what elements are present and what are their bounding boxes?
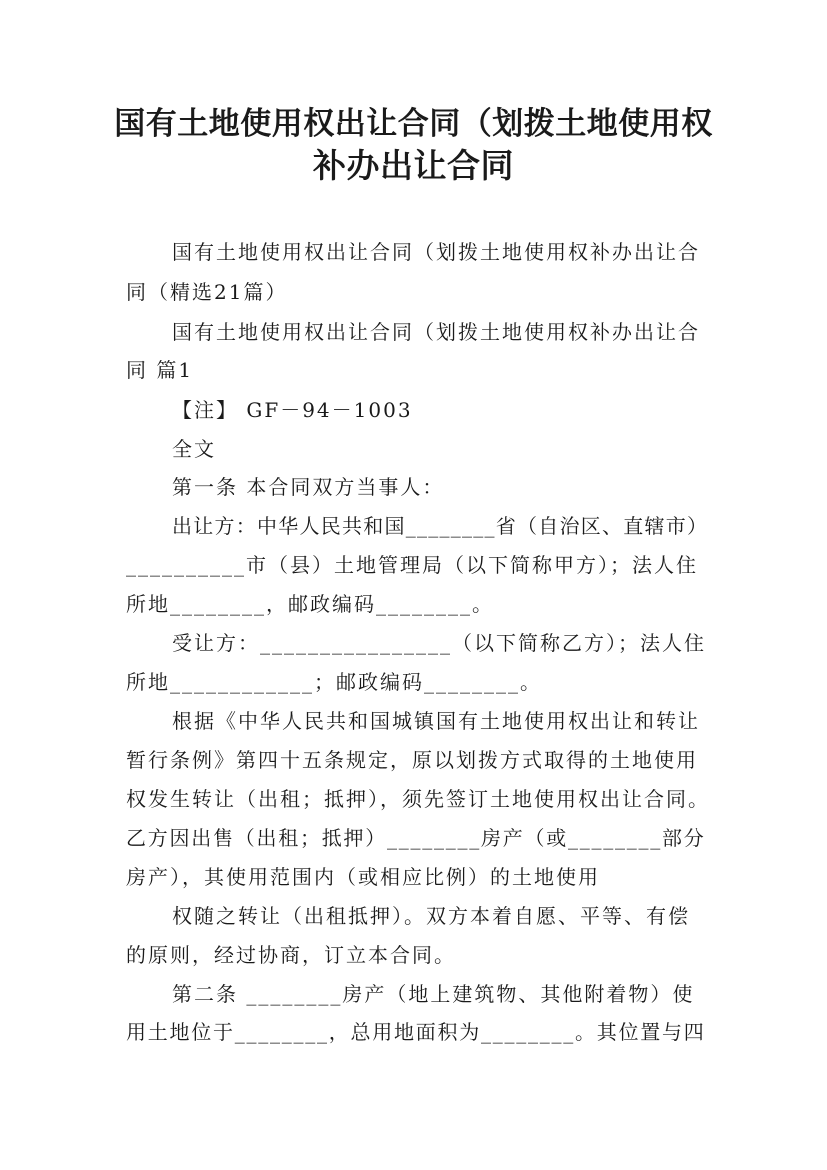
document-title-line-1: 国有土地使用权出让合同（划拨土地使用权 xyxy=(114,106,713,142)
document-title-line-2: 补办出让合同 xyxy=(313,146,514,185)
paragraph-line: 国有土地使用权出让合同（划拨土地使用权补办出让合 xyxy=(172,240,700,264)
paragraph-line: 所地____________；邮政编码________。 xyxy=(126,670,542,694)
paragraph-line: 国有土地使用权出让合同（划拨土地使用权补办出让合 xyxy=(172,320,700,344)
paragraph-line: 同（精选21篇） xyxy=(126,280,288,304)
paragraph-line: 同 篇1 xyxy=(126,358,194,382)
paragraph-line: 权发生转让（出租；抵押），须先签订土地使用权出让合同。 xyxy=(126,787,710,811)
paragraph-line: 根据《中华人民共和国城镇国有土地使用权出让和转让 xyxy=(172,709,700,733)
paragraph-line: 暂行条例》第四十五条规定，原以划拨方式取得的土地使用 xyxy=(126,748,698,772)
paragraph-line: 第一条 本合同双方当事人： xyxy=(172,475,445,499)
paragraph-line: 房产），其使用范围内（或相应比例）的土地使用 xyxy=(126,865,600,889)
paragraph-line: 权随之转让（出租抵押）。双方本着自愿、平等、有偿 xyxy=(172,904,690,928)
paragraph-line: 用土地位于________，总用地面积为________。其位置与四 xyxy=(126,1020,706,1044)
paragraph-line: 受让方：________________（以下简称乙方）；法人住 xyxy=(172,631,706,655)
paragraph-line: 全文 xyxy=(172,437,216,461)
paragraph-line: 所地________，邮政编码________。 xyxy=(126,592,494,616)
paragraph-line: __________市（县）土地管理局（以下简称甲方）；法人住 xyxy=(126,553,698,577)
paragraph-line: 的原则，经过协商，订立本合同。 xyxy=(126,943,456,967)
paragraph-line: 第二条 ________房产（地上建筑物、其他附着物）使 xyxy=(172,982,695,1006)
paragraph-line: 乙方因出售（出租；抵押）________房产（或________部分 xyxy=(126,826,706,850)
paragraph-line: 出让方：中华人民共和国________省（自治区、直辖市） xyxy=(172,514,709,538)
paragraph-line: 【注】 GF－94－1003 xyxy=(172,398,413,422)
